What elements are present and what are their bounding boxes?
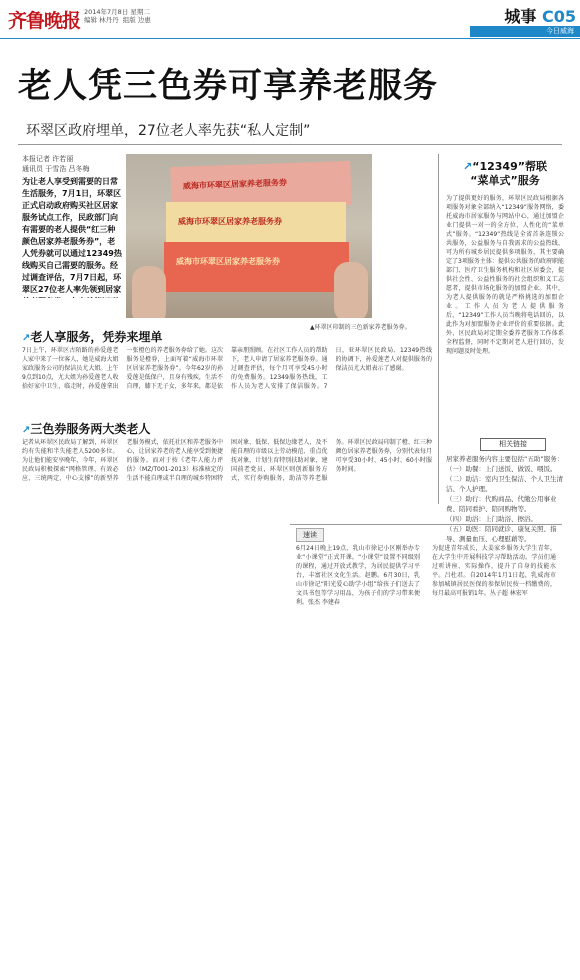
byline: 本报记者 许若丽 通讯员 于雪浩 吕冬梅 (22, 155, 90, 173)
right-hand (334, 262, 368, 318)
header-divider (0, 38, 580, 39)
section-body-1: 7日上午，环翠区古陌路的孙爱莲老人家中来了一位客人，她是威海大姐家政服务公司的保洁员尤大姐。上午9点到10点，尤大姐为孙爱莲老人收拾好家中卫生，临走时，孙爱莲拿出一张橙色的养老服务券给了她。这次服务是橙券，上面写着“威海市环翠区居家养老服务券”。今年62岁的孙爱莲是低保户，且身有残疾，生活不自理，膝下无子女，多年来，都是依靠亲朋照顾。在社区工作人员的帮助下，老人申请了居家养老服务券。通过调查评估，每个月可享受45小时的免费服务。12349服务热线，工作人员为老人安排了保洁服务。7日，亚环翠区民政局、12349热线的协调下，孙爱莲老人对提供服务的保洁员尤大姐表示了感谢。 (22, 347, 432, 390)
issue-date: 2014年7月8日 星期二 编辑 林丹丹 组版 边惠 (84, 8, 151, 24)
headline-title: 老人凭三色券可享养老服务 (18, 66, 438, 106)
quick-news-col2: 为促进青年成长，大姜家乡服务大学生青年，在大学生中开展科技学习帮助活动。学员们通过听讲座、实际操作，提升了自身的技能水平。吕杜君。自2014年1月1日起，乳威海市参加城镇居民医保的参保居民按一档缴费的，每月最高可报销1年。丛子超 林宏军 (432, 545, 556, 597)
ticket-photo (126, 154, 372, 318)
section-name: 城事 (504, 7, 537, 26)
related-item: （二）助洁：室内卫生保洁、个人卫生清洁、个人护理。 (446, 475, 563, 493)
related-item: （五）助医：陪同就诊、康复关照、指导、测量血压、心理慰藉等。 (446, 525, 557, 543)
section-ribbon: 今日威海 (470, 26, 580, 37)
red-ticket: 威海市环翠区居家养老服务券 (164, 242, 349, 292)
section-body-2: 记者从环翠区民政局了解到，环翠区约有失能和半失能老人5200多位。为让他们能安享晚年，今年，环翠区民政局积极探索“网格管理、有效必应、三统两定、中心支撑”的新型养老服务模式，依托社区和养老服务中心，让居家养老的老人能享受到便捷的服务。而对于按《老年人能力评估》（MZ/T001-2013）标准核定的生活不能自理或半自理的城乡特困特困对象、低保、低保边缘老人，及不能自理的市级以上劳动模范、重点优抚对象，计划生育特别扶助对象，建国前老党员，环翠区则创新服务方式，实行券购服务，助洁等养老服务。环翠区民政局印制了橙、红三种颜色居家养老服务券，分别代表每月可享受30小时、45小时、60小时服务时间。 (22, 439, 432, 482)
column-divider (438, 154, 439, 504)
section-header (504, 4, 576, 27)
yellow-ticket: 威海市环翠区居家养老服务券 (166, 202, 346, 246)
photo-caption: ▲环翠区印制的三色新家养老服务券。 (310, 324, 411, 331)
headline-divider (18, 144, 562, 145)
headline-subtitle: 环翠区政府埋单，27位老人率先获“私人定制” (26, 123, 311, 139)
page-number: C05 (541, 7, 576, 26)
sidebar-body: 为了提供更好的服务，环翠区民政局根据各项服务对象全部纳入“12349”服务网络，委托威海市居家服务与网站中心，通过加盟企业门提供一对一的全方位、人性化的“菜单式”服务。“12349”热线是全省首条连锁公共服务，公益服务与自我需求的公益热线，可为所有城乡居民提供多项服务，其主要确定了3项服务主体：提供公共服务的政府职能部门、医疗卫生服务机构和社区居委会，提供社会性、公益性服务的社会组织和义工志愿者，提供市场化服务的加盟企业。其中，为老人提供服务的就是严格挑选的加盟企业。工作人员为老人提供服务后，“12349”工作人员当晚将电话回访，以此作为对加盟服务企业评价的重要依据。此外，区民政局对定期全委养老服务工作体系全程监督，同时不定期对老人进行回访，发现问题及时处理。 (446, 195, 564, 355)
arrow-icon: ↗ (22, 333, 31, 344)
newspaper-logo: 齐鲁晚报 (8, 10, 81, 32)
left-hand (132, 266, 166, 318)
related-list (446, 454, 564, 544)
quick-news-label: 速读 (296, 528, 324, 542)
sidebar-heading: ↗“12349”帮联 “菜单式”服务 (463, 160, 547, 187)
related-item: （一）助餐：上门送饭、做饭、喂饭。 (446, 465, 557, 473)
section-heading-1: ↗老人享服务，凭券来埋单 (22, 330, 163, 344)
arrow-icon: ↗ (463, 160, 473, 173)
related-item: （四）助浴：上门助浴、擦浴。 (446, 515, 537, 523)
arrow-icon: ↗ (22, 425, 31, 436)
orange-ticket: 威海市环翠区居家养老服务券 (170, 161, 351, 211)
related-link-label: 相关链接 (480, 438, 546, 451)
related-item: （三）助行：代购商品、代缴公用事业费、陪同看护、陪同购物等。 (446, 495, 557, 513)
quick-news-col1: 6月24日晚上19点，乳山市徐记小区刚举办专业“小课堂”正式开课。“小课堂”设置不同级别的课程，通过开放式教学，为居民提供学习平台，丰富社区文化生活。赵鹏。6月30日，乳山市徐记“阳光爱心助学小组”给孩子们送去了文具书包等学习用品，为孩子们的学习带来便利。张杰 李建春 (296, 545, 420, 606)
section-heading-2: ↗三色券服务两大类老人 (22, 422, 151, 436)
lead-paragraph: 为让老人享受到需要的日常生活服务，7月1日，环翠区正式启动政府购买社区居家服务试点工作，民政部门向有需要的老人提供“红三种颜色居家养老服务券”，老人凭券就可以通过12349热线购买自己需要的服务。经过调查评估，7月7日起，环翠区27位老人率先领到居家 (22, 177, 122, 294)
related-intro: 居家养老服务内容主要包括“五助”服务： (446, 455, 564, 463)
quick-divider (290, 524, 562, 525)
